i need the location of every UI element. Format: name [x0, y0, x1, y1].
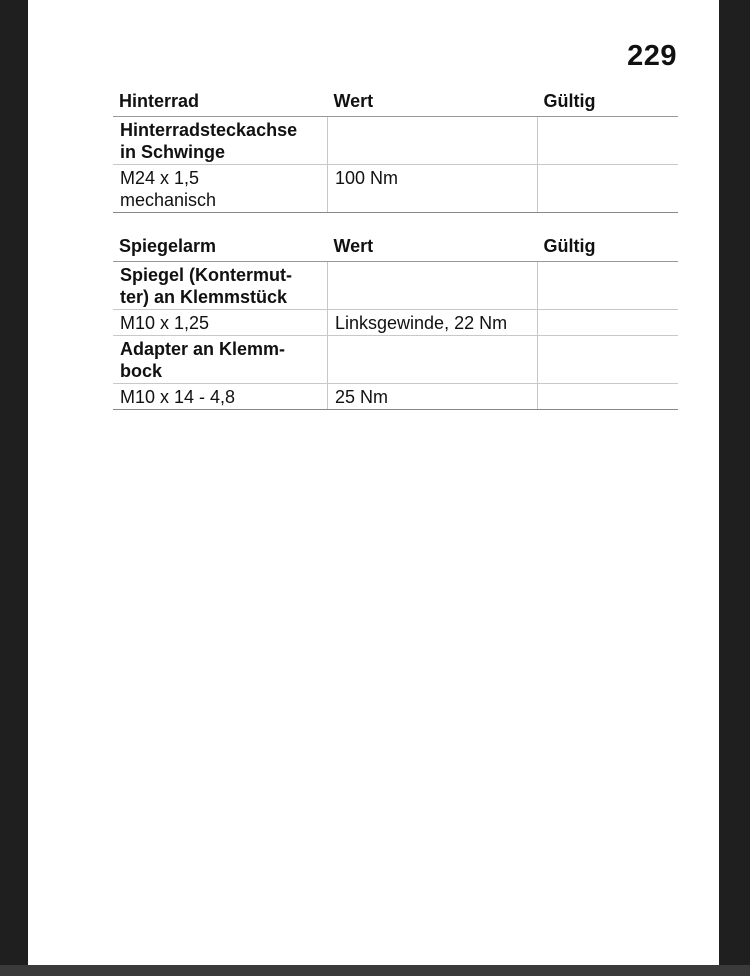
cell-component: M24 x 1,5 mechanisch [113, 165, 328, 213]
cell-component: Spiegel (Kontermut- ter) an Klemmstück [113, 262, 328, 310]
page-number: 229 [627, 40, 677, 72]
table-row [113, 165, 678, 213]
column-header-valid: Gültig [538, 231, 679, 262]
column-header-valid: Gültig [538, 86, 679, 117]
cell-value [328, 262, 538, 310]
cell-valid [538, 310, 679, 336]
torque-table-spiegelarm [113, 231, 678, 410]
column-header-component: Spiegelarm [113, 231, 328, 262]
document-page [28, 0, 719, 965]
table-row [113, 336, 678, 384]
cell-valid [538, 165, 679, 213]
cell-component: M10 x 1,25 [113, 310, 328, 336]
table-header-row [113, 86, 678, 117]
table-row [113, 384, 678, 410]
cell-valid [538, 336, 679, 384]
cell-value [328, 117, 538, 165]
cell-value: 100 Nm [328, 165, 538, 213]
viewer-bottom-bar [0, 965, 750, 976]
cell-component: Adapter an Klemm- bock [113, 336, 328, 384]
table-row [113, 117, 678, 165]
cell-value: Linksgewinde, 22 Nm [328, 310, 538, 336]
table-header-row [113, 231, 678, 262]
cell-component: M10 x 14 - 4,8 [113, 384, 328, 410]
cell-value: 25 Nm [328, 384, 538, 410]
cell-valid [538, 117, 679, 165]
cell-valid [538, 384, 679, 410]
cell-value [328, 336, 538, 384]
column-header-value: Wert [328, 231, 538, 262]
column-header-component: Hinterrad [113, 86, 328, 117]
table-row [113, 262, 678, 310]
torque-table-hinterrad [113, 86, 678, 213]
column-header-value: Wert [328, 86, 538, 117]
table-row [113, 310, 678, 336]
cell-component: Hinterradsteckachse in Schwinge [113, 117, 328, 165]
cell-valid [538, 262, 679, 310]
